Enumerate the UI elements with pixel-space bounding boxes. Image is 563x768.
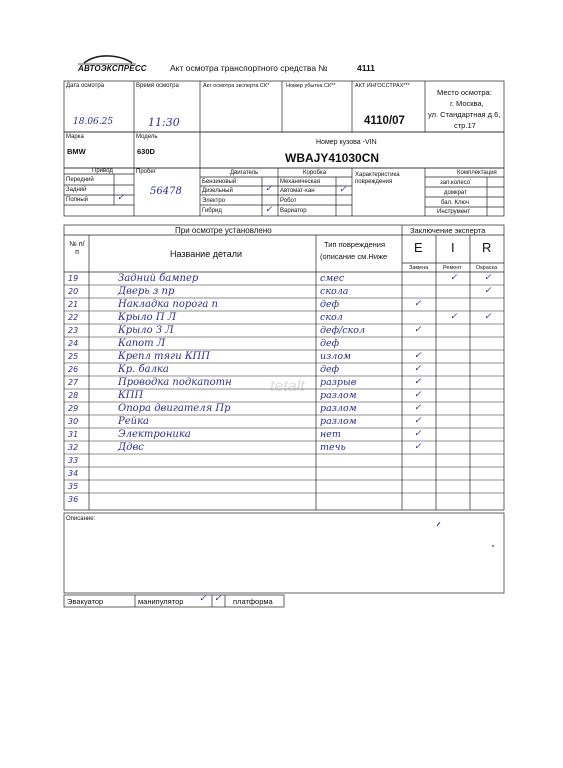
row-number: 28 xyxy=(68,391,79,400)
row-paint-mark: ✓ xyxy=(484,273,492,283)
row-replace-mark: ✓ xyxy=(414,351,422,361)
footer-platform: платформа xyxy=(233,597,273,606)
row-number: 36 xyxy=(68,495,79,504)
doc-title: Акт осмотра транспортного средства № xyxy=(170,63,328,73)
drive-check: ✓ xyxy=(117,193,125,203)
row-number: 35 xyxy=(68,482,79,491)
model-value: 630D xyxy=(137,147,155,156)
engine-item-electric: Электро xyxy=(202,198,226,204)
date-value: 18.06.25 xyxy=(73,117,114,127)
row-damage-type: разлом xyxy=(320,403,357,414)
row-number: 31 xyxy=(68,430,79,439)
row-replace-mark: ✓ xyxy=(414,377,422,387)
equipment-title: Комплектация xyxy=(457,170,497,176)
footer-manip-check: ✓ xyxy=(199,594,207,604)
vin-label: Номер кузова -VIN xyxy=(316,139,377,146)
row-damage-type: скола xyxy=(320,286,349,297)
time-value: 11:30 xyxy=(148,116,180,129)
row-part-name: Опора двигателя Пр xyxy=(118,403,231,414)
row-replace-mark: ✓ xyxy=(414,442,422,452)
expert-conclusion-title: Заключение эксперта xyxy=(410,226,486,235)
row-number: 19 xyxy=(68,274,79,283)
description-label: Описание: xyxy=(66,516,96,522)
row-part-name: Задний бампер xyxy=(118,273,199,284)
col-num-header: № п/п xyxy=(69,241,85,256)
col-type-header-1: Тип повреждения xyxy=(324,240,386,249)
ingos-label: АКТ ИНГОССТРАХ*** xyxy=(355,83,410,89)
row-paint-mark: ✓ xyxy=(484,286,492,296)
col-paint-header: Окраска xyxy=(476,265,498,271)
time-label: Время осмотра xyxy=(136,83,179,89)
row-number: 32 xyxy=(68,443,79,452)
engine-item-diesel: Дизельный xyxy=(202,188,233,194)
row-number: 34 xyxy=(68,469,79,478)
equipment-item-wrench: бал. Ключ xyxy=(441,200,469,206)
row-damage-type: нет xyxy=(320,429,341,440)
row-damage-type: скол xyxy=(320,312,343,323)
equipment-item-tools: Инструмент xyxy=(437,209,471,215)
row-number: 25 xyxy=(68,352,79,361)
row-number: 20 xyxy=(68,287,79,296)
mileage-label: Пробег xyxy=(136,169,156,175)
footer-manip: манипулятор xyxy=(138,597,184,606)
model-label: Модель xyxy=(136,134,158,140)
ingos-value: 4110/07 xyxy=(364,115,405,127)
col-e-header: E xyxy=(414,240,423,255)
row-damage-type: разлом xyxy=(320,416,357,427)
col-r-header: R xyxy=(482,240,492,255)
row-paint-mark: ✓ xyxy=(484,312,492,322)
row-part-name: Накладка порога п xyxy=(118,299,218,310)
row-replace-mark: ✓ xyxy=(414,364,422,374)
row-damage-type: смес xyxy=(320,273,345,284)
footer-platform-check: ✓ xyxy=(214,594,222,604)
row-damage-type: разлом xyxy=(320,390,357,401)
row-number: 30 xyxy=(68,417,79,426)
row-part-name: Крепл тяги КПП xyxy=(118,351,211,362)
row-damage-type: течь xyxy=(320,442,346,453)
gearbox-item-manual: Механическая xyxy=(280,179,321,185)
engine-check-diesel: ✓ xyxy=(265,184,273,194)
row-damage-type: излом xyxy=(320,351,351,362)
row-replace-mark: ✓ xyxy=(414,403,422,413)
col-part-header: Название детали xyxy=(170,249,242,259)
table-section-title: При осмотре установлено xyxy=(175,226,272,235)
row-part-name: Рейка xyxy=(118,416,150,427)
row-repair-mark: ✓ xyxy=(450,273,458,283)
row-part-name: Кр. балка xyxy=(118,364,169,375)
row-part-name: Электроника xyxy=(118,429,191,440)
place-label: Место осмотра: xyxy=(437,88,492,97)
logo-text: АВТОЭКСПРЕСС xyxy=(78,64,147,73)
drive-item-full: Полный xyxy=(66,197,88,203)
row-replace-mark: ✓ xyxy=(414,429,422,439)
row-part-name: Проводка подкапотн xyxy=(118,377,232,388)
gearbox-check-auto: ✓ xyxy=(339,185,347,195)
row-number: 21 xyxy=(68,300,79,309)
row-damage-type: деф xyxy=(320,338,340,349)
place-line3: стр.17 xyxy=(454,121,476,130)
col-i-header: I xyxy=(451,240,455,255)
row-part-name: Крыло П Л xyxy=(118,312,177,323)
row-number: 22 xyxy=(68,313,79,322)
drive-item-rear: Задний xyxy=(66,187,87,193)
row-number: 27 xyxy=(68,378,79,387)
row-replace-mark: ✓ xyxy=(414,416,422,426)
engine-item-petrol: Бензиновый xyxy=(202,179,237,185)
damage-char-title: Характеристика повреждения xyxy=(355,172,400,185)
row-damage-type: деф/скол xyxy=(320,325,366,336)
row-number: 33 xyxy=(68,456,79,465)
row-replace-mark: ✓ xyxy=(414,390,422,400)
gearbox-item-cvt: Вариатор xyxy=(280,208,307,214)
place-line2: ул. Стандартная д.6, xyxy=(428,110,501,119)
row-part-name: Капот Л xyxy=(118,338,166,349)
col-repair-header: Ремонт xyxy=(443,265,462,271)
row-repair-mark: ✓ xyxy=(450,312,458,322)
row-number: 29 xyxy=(68,404,79,413)
row-part-name: КПП xyxy=(118,390,144,401)
equipment-item-spare: зап.колесо xyxy=(440,180,471,186)
mileage-value: 56478 xyxy=(150,186,182,197)
engine-check-hybrid: ✓ xyxy=(265,205,273,215)
watermark: tetalt xyxy=(270,378,305,395)
vin-value: WBAJY41030CN xyxy=(285,151,380,165)
make-value: BMW xyxy=(67,147,86,156)
doc-number: 4111 xyxy=(357,63,375,73)
col-replace-header: Замена xyxy=(409,265,429,271)
row-part-name: Ддвс xyxy=(118,442,144,453)
row-replace-mark: ✓ xyxy=(414,325,422,335)
drive-title: Привод xyxy=(92,168,113,174)
gearbox-title: Коробка xyxy=(303,170,327,176)
row-part-name: Дверь з пр xyxy=(118,286,175,297)
row-damage-type: деф xyxy=(320,364,340,375)
place-line1: г. Москва, xyxy=(450,99,484,108)
row-damage-type: разрыв xyxy=(320,377,357,388)
equipment-item-jack: домкрат xyxy=(444,190,467,196)
row-part-name: Крыло З Л xyxy=(118,325,174,336)
col-type-header-2: (описание см.Ниже xyxy=(320,252,388,261)
make-label: Марка xyxy=(66,134,84,140)
row-number: 24 xyxy=(68,339,79,348)
gearbox-item-robot: Робот xyxy=(280,198,297,204)
row-number: 23 xyxy=(68,326,79,335)
drive-item-front: Передний xyxy=(66,177,94,183)
date-label: Дата осмотра xyxy=(66,83,105,89)
expert-act-label: Акт осмотра эксперта СК* xyxy=(203,83,270,89)
engine-title: Двигатель xyxy=(230,170,259,176)
row-number: 26 xyxy=(68,365,79,374)
row-damage-type: деф xyxy=(320,299,340,310)
row-replace-mark: ✓ xyxy=(414,299,422,309)
loss-number-label: Номер убытка СК** xyxy=(286,83,336,89)
engine-item-hybrid: Гибрид xyxy=(202,208,222,214)
gearbox-item-auto: Автомат-кан xyxy=(280,188,315,194)
footer-evac: Эвакуатор xyxy=(67,597,104,606)
